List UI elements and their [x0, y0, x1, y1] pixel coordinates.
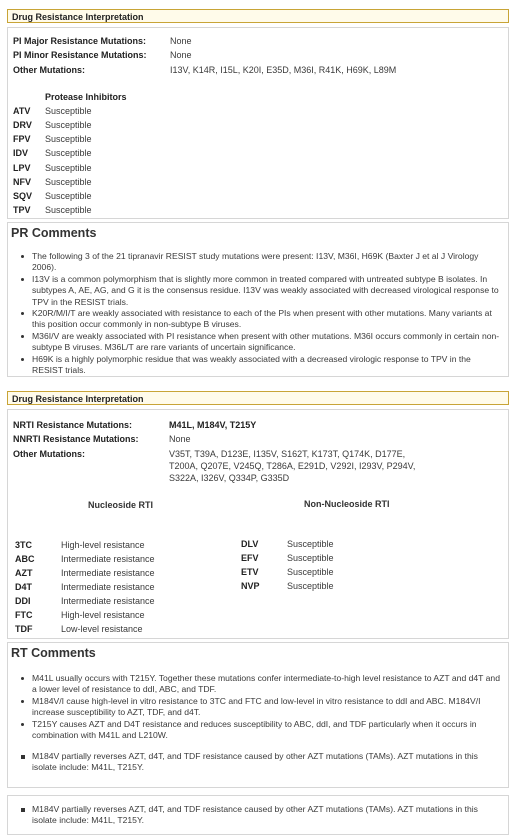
- list-item: M36I/V are weakly associated with PI resistance when present with other mutations. M36I occurs commonly in certain non-subtype B viruses. M36L/T are rare variants of uncertain significance.: [8, 331, 500, 354]
- drug-result: Susceptible: [287, 553, 334, 563]
- rt-comments-list: [8, 673, 504, 741]
- rt-comments-panel: [7, 642, 509, 788]
- pr-comments-list: [8, 251, 500, 376]
- rt-section-header: Drug Resistance Interpretation: [7, 391, 509, 405]
- drug-result: Low-level resistance: [61, 624, 143, 634]
- pi-major-value: None: [170, 36, 192, 46]
- drug-code: TPV: [13, 205, 31, 215]
- drug-code: FPV: [13, 134, 31, 144]
- drug-result: Susceptible: [287, 581, 334, 591]
- drug-code: DLV: [241, 539, 259, 549]
- drug-result: Susceptible: [45, 120, 92, 130]
- rt-other-value-line: V35T, T39A, D123E, I135V, S162T, K173T, Q174K, D177E,: [169, 449, 406, 459]
- drug-result: Susceptible: [287, 567, 334, 577]
- drug-code: AZT: [15, 568, 33, 578]
- list-item: M184V/I cause high-level in vitro resistance to 3TC and FTC and low-level in vitro resistance to ddI and ABC. M184V/I increase susceptibility to AZT, TDF, and d4T.: [8, 696, 504, 719]
- drug-code: 3TC: [15, 540, 33, 550]
- drug-code: ABC: [15, 554, 35, 564]
- rt-comments-continued-panel: [7, 795, 509, 835]
- drug-code: IDV: [13, 148, 29, 158]
- rt-other-value-line: S322A, I326V, Q334P, G335D: [169, 473, 290, 483]
- list-item: The following 3 of the 21 tipranavir RESIST study mutations were present: I13V, M36I, H69K (Baxter J et al J Virology 2006).: [8, 251, 500, 274]
- rt-comments-continued-list: [8, 804, 504, 827]
- drug-code: D4T: [15, 582, 33, 592]
- drug-code: LPV: [13, 163, 31, 173]
- drug-code: EFV: [241, 553, 259, 563]
- drug-code: DRV: [13, 120, 32, 130]
- drug-code: DDI: [15, 596, 31, 606]
- rt-comments-title: RT Comments: [11, 646, 96, 660]
- pi-section-header: Drug Resistance Interpretation: [7, 9, 509, 23]
- pi-results-panel: [7, 27, 509, 219]
- rt-comments-extra-list: [8, 751, 504, 774]
- nrti-mutations-label: NRTI Resistance Mutations:: [13, 420, 133, 430]
- drug-result: Susceptible: [287, 539, 334, 549]
- list-item: K20R/M/I/T are weakly associated with resistance to each of the PIs when present with other mutations. Many variants at this position occur commonly in non-subtype B viruses.: [8, 308, 500, 331]
- list-item: M184V partially reverses AZT, d4T, and TDF resistance caused by other AZT mutations (TAMs). AZT mutations in this isolate include: M41L, T215Y.: [8, 804, 504, 827]
- nnrti-mutations-value: None: [169, 434, 191, 444]
- drug-code: FTC: [15, 610, 33, 620]
- list-item: H69K is a highly polymorphic residue that was weakly associated with a decreased virologic response to TPV in the RESIST trials.: [8, 354, 500, 377]
- protease-inhibitors-title: Protease Inhibitors: [45, 92, 127, 102]
- pi-minor-value: None: [170, 50, 192, 60]
- list-item: M41L usually occurs with T215Y. Together these mutations confer intermediate-to-high level resistance to AZT and d4T and a lower level of resistance to ddI, ABC, and TDF.: [8, 673, 504, 696]
- nnrti-column-title: Non-Nucleoside RTI: [304, 499, 390, 509]
- drug-result: Susceptible: [45, 148, 92, 158]
- drug-result: High-level resistance: [61, 610, 145, 620]
- list-item: I13V is a common polymorphism that is slightly more common in treated compared with untreated subtype B isolates. In subtypes A, AE, AG, and G it is the consensus residue. I13V was weakly associated with decreased virological response to TPV in the RESIST trials.: [8, 274, 500, 308]
- rt-results-panel: [7, 409, 509, 639]
- rt-other-value-line: T200A, Q207E, V245Q, T286A, E291D, V292I, I293V, P294V,: [169, 461, 416, 471]
- nnrti-mutations-label: NNRTI Resistance Mutations:: [13, 434, 139, 444]
- drug-result: Susceptible: [45, 177, 92, 187]
- pi-other-value: I13V, K14R, I15L, K20I, E35D, M36I, R41K, H69K, L89M: [170, 65, 397, 75]
- drug-result: Susceptible: [45, 205, 92, 215]
- list-item: T215Y causes AZT and D4T resistance and reduces susceptibility to ABC, ddI, and TDF particularly when it occurs in combination with M41L and L210W.: [8, 719, 504, 742]
- drug-code: ATV: [13, 106, 31, 116]
- pi-major-label: PI Major Resistance Mutations:: [13, 36, 147, 46]
- drug-result: Susceptible: [45, 134, 92, 144]
- drug-result: Susceptible: [45, 191, 92, 201]
- drug-code: SQV: [13, 191, 33, 201]
- drug-code: ETV: [241, 567, 259, 577]
- drug-code: NVP: [241, 581, 260, 591]
- pi-other-label: Other Mutations:: [13, 65, 85, 75]
- drug-result: Intermediate resistance: [61, 568, 155, 578]
- rt-other-label: Other Mutations:: [13, 449, 85, 459]
- list-item: M184V partially reverses AZT, d4T, and TDF resistance caused by other AZT mutations (TAMs). AZT mutations in this isolate include: M41L, T215Y.: [8, 751, 504, 774]
- drug-result: Intermediate resistance: [61, 554, 155, 564]
- pi-minor-label: PI Minor Resistance Mutations:: [13, 50, 147, 60]
- nrti-column-title: Nucleoside RTI: [88, 500, 154, 510]
- drug-result: Intermediate resistance: [61, 582, 155, 592]
- nrti-mutations-value: M41L, M184V, T215Y: [169, 420, 257, 430]
- drug-code: TDF: [15, 624, 33, 634]
- drug-result: High-level resistance: [61, 540, 145, 550]
- drug-result: Intermediate resistance: [61, 596, 155, 606]
- drug-result: Susceptible: [45, 163, 92, 173]
- pr-comments-panel: [7, 222, 509, 377]
- drug-code: NFV: [13, 177, 31, 187]
- drug-result: Susceptible: [45, 106, 92, 116]
- pr-comments-title: PR Comments: [11, 226, 97, 240]
